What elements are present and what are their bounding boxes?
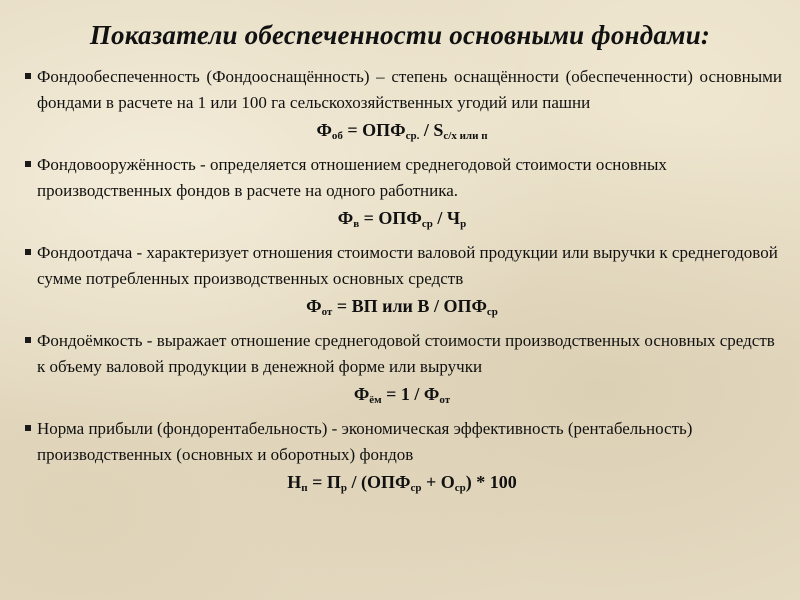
formula: $Ф_{об} = ОПФ_{ср.} / S_{с/х или п}$ [316,120,488,142]
formula: $Ф_в = ОПФ_{ср} / Ч_р$ [337,208,467,230]
list-item [22,416,782,468]
item-text: Фондообеспеченность (Фондооснащённость) – степень оснащённости (обеспеченности) основными фондами в расчете на 1 или 100 га сельскохозяйственных угодий или пашни [37,67,782,112]
bullet-icon [25,249,31,255]
bullet-icon [25,337,31,343]
list-item [22,240,782,292]
item-text: Норма прибыли (фондорентабельность) - экономическая эффективность (рентабельность) производственных (основных и оборотных) фондов [37,419,693,464]
bullet-icon [25,73,31,79]
formula: $Н_п = П_р / (ОПФ_{ср} + О_{ср}) * 100$ [287,472,517,494]
item-text: Фондоотдача - характеризует отношения стоимости валовой продукции или выручки к среднегодовой сумме потребленных производственных основных средств [37,243,778,288]
formula: $Ф_{от}$ = ВП или В / $ОПФ_{ср}$ [306,296,498,318]
indicator-list [22,64,782,504]
item-text: Фондоёмкость - выражает отношение среднегодовой стоимости производственных основных средств к объему валовой продукции в денежной форме или выручки [37,331,775,376]
list-item [22,152,782,204]
slide-title: Показатели обеспеченности основными фондами: [89,20,711,50]
list-item [22,64,782,116]
item-text: Фондовооружённость - определяется отношением среднегодовой стоимости основных производственных фондов в расчете на одного работника. [37,155,667,200]
list-item [22,328,782,380]
formula: $Ф_{ём} = 1 / Ф_{от}$ [353,384,451,406]
bullet-icon [25,425,31,431]
bullet-icon [25,161,31,167]
